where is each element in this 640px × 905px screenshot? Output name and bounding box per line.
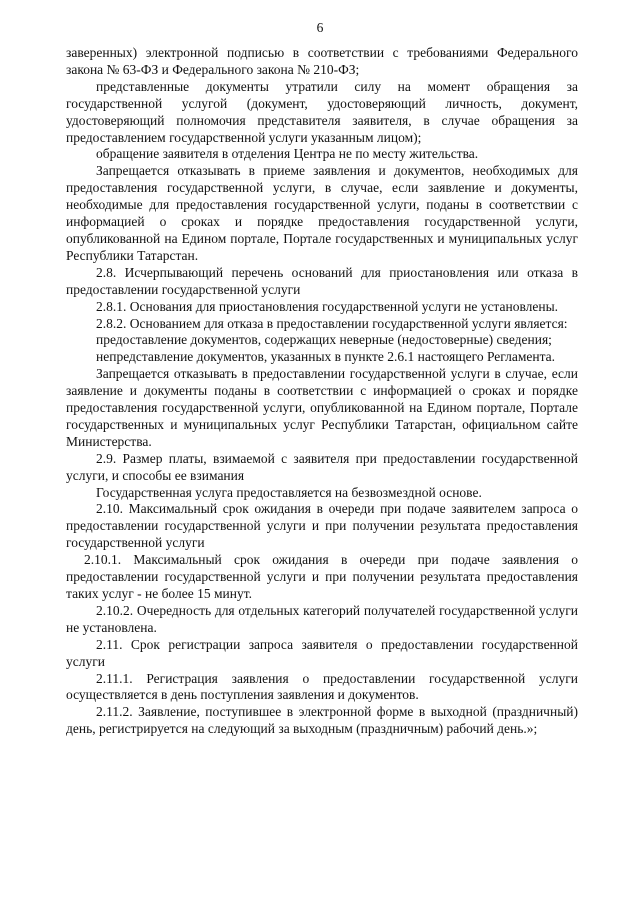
section-heading: 2.9. Размер платы, взимаемой с заявителя при предоставлении государственной услуги, и способы ее взимания <box>66 450 578 483</box>
paragraph: 2.11.2. Заявление, поступившее в электронной форме в выходной (праздничный) день, регистрируется на следующий за выходным (праздничным) рабочий день.»; <box>66 704 578 737</box>
paragraph: обращение заявителя в отделения Центра не по месту жительства. <box>96 146 479 162</box>
section-heading: 2.10. Максимальный срок ожидания в очереди при подаче заявителем запроса о предоставлении государственной услуги и при получении результата предоставления государственной услуги <box>66 501 578 551</box>
paragraph: 2.8.2. Основанием для отказа в предоставлении государственной услуги является: <box>96 315 568 331</box>
paragraph: заверенных) электронной подписью в соответствии с требованиями Федерального закона № 63-ФЗ и Федерального закона № 210-ФЗ; <box>66 45 578 77</box>
paragraph: Запрещается отказывать в приеме заявления и документов, необходимых для предоставления государственной услуги, в случае, если заявление и документы, необходимые для предоставления государственной услуги, поданы в соответствии с информацией о сроках и порядке предоставления государственной услуги, опубликованной на Едином портале, Портале государственных и муниципальных услуг Республики Татарстан. <box>66 163 578 263</box>
paragraph: 2.11.1. Регистрация заявления о предоставлении государственной услуги осуществляется в день поступления заявления и документов. <box>66 670 578 703</box>
section-heading: 2.8. Исчерпывающий перечень оснований для приостановления или отказа в предоставлении государственной услуги <box>66 264 578 297</box>
paragraph: представленные документы утратили силу на момент обращения за государственной услугой (документ, удостоверяющий личность, документ, удостоверяющий полномочия представителя заявителя, в случае обращения за предоставлением государственной услуги указанным лицом); <box>66 78 578 145</box>
paragraph: 2.10.1. Максимальный срок ожидания в очереди при подаче заявления о предоставлении государственной услуги и при получении результата предоставления таких услуг - не более 15 минут. <box>66 552 578 601</box>
section-heading: 2.11. Срок регистрации запроса заявителя о предоставлении государственной услуги <box>66 636 578 669</box>
paragraph: Государственная услуга предоставляется на безвозмездной основе. <box>96 484 482 500</box>
page-number: 6 <box>316 20 324 35</box>
paragraph: 2.10.2. Очередность для отдельных категорий получателей государственной услуги не установлена. <box>66 602 578 635</box>
paragraph: 2.8.1. Основания для приостановления государственной услуги не установлены. <box>96 298 559 314</box>
paragraph: непредставление документов, указанных в пункте 2.6.1 настоящего Регламента. <box>96 349 556 365</box>
document-body <box>66 45 578 738</box>
paragraph: предоставление документов, содержащих неверные (недостоверные) сведения; <box>96 332 552 348</box>
paragraph: Запрещается отказывать в предоставлении государственной услуги в случае, если заявление и документы поданы в соответствии с информацией о сроках и порядке предоставления государственной услуги, опубликованной на Едином портале, Портале государственных и муниципальных услуг Республики Татарстан, официальном сайте Министерства. <box>66 366 578 449</box>
